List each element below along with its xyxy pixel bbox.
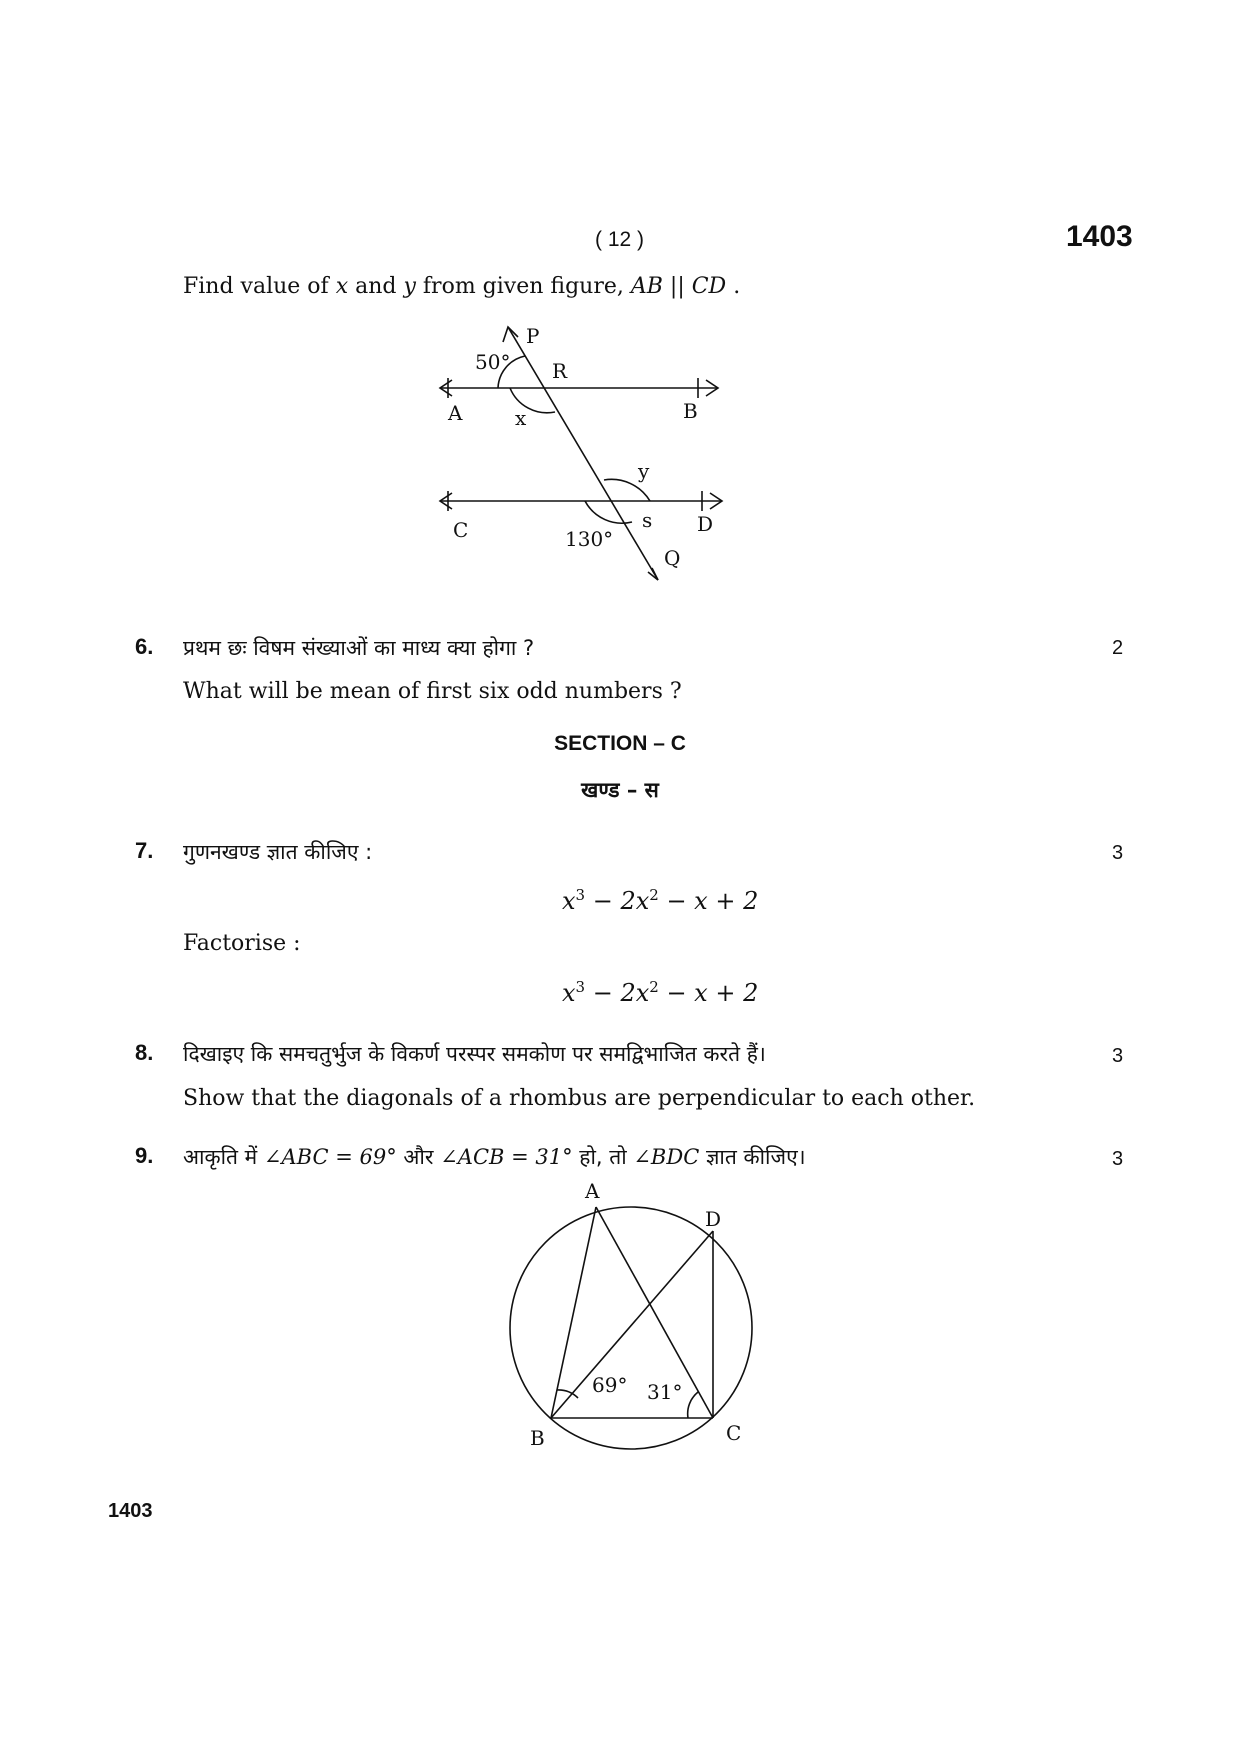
q6-english-text: What will be mean of first six odd numbers ? xyxy=(183,679,682,704)
label-q: Q xyxy=(664,546,681,570)
arc-angle-c xyxy=(688,1392,698,1418)
label-p: P xyxy=(526,324,540,348)
q9-figure-circle xyxy=(0,1170,1240,1470)
q9-text-prefix: आकृति में xyxy=(183,1145,264,1169)
q9-angle-abc: ∠ABC = 69° xyxy=(263,1145,397,1169)
expr-exp: 2 xyxy=(649,978,659,996)
q7-expression-2 xyxy=(562,978,758,1007)
q9-text-and: और xyxy=(396,1145,441,1169)
expr-exp: 2 xyxy=(649,886,659,904)
q5-text-before: Find value of xyxy=(183,274,336,299)
paper-code-top: 1403 xyxy=(1066,220,1133,253)
q7-marks: 3 xyxy=(1112,842,1124,864)
circle xyxy=(510,1207,752,1449)
section-title-english: SECTION – C xyxy=(554,732,686,755)
label-angle-31: 31° xyxy=(647,1380,683,1404)
expr-tail: − x + 2 xyxy=(658,979,759,1007)
q8-marks: 3 xyxy=(1112,1045,1124,1067)
q9-angle-acb: ∠ACB = 31° xyxy=(440,1145,573,1169)
q7-number: 7. xyxy=(135,838,154,863)
label-b: B xyxy=(683,399,698,423)
segment-ba xyxy=(551,1207,596,1418)
label-a: A xyxy=(448,401,463,425)
expr-base: x xyxy=(562,887,576,915)
expr-exp: 3 xyxy=(575,978,586,996)
q8-english-text: Show that the diagonals of a rhombus are perpendicular to each other. xyxy=(183,1086,976,1111)
label-a: A xyxy=(585,1179,600,1203)
q5-and: and xyxy=(348,274,404,299)
arrow-q-icon xyxy=(648,568,658,580)
paper-code-bottom: 1403 xyxy=(108,1500,153,1522)
label-y: y xyxy=(638,459,650,483)
label-c: C xyxy=(453,518,469,542)
arc-130 xyxy=(585,501,632,523)
q9-marks: 3 xyxy=(1112,1148,1124,1170)
label-d: D xyxy=(705,1207,722,1231)
q5-text-end: . xyxy=(726,274,741,299)
page-number: ( 12 ) xyxy=(595,228,645,251)
q8-number: 8. xyxy=(135,1040,154,1065)
label-angle-50: 50° xyxy=(475,350,511,374)
expr-tail: − x + 2 xyxy=(658,887,759,915)
label-x: x xyxy=(515,406,527,430)
label-b: B xyxy=(530,1426,545,1450)
q5-var-y: y xyxy=(403,274,416,299)
q7-english-text: Factorise : xyxy=(183,931,301,956)
q5-figure-parallel-lines xyxy=(0,0,1240,620)
q7-hindi-text: गुणनखण्ड ज्ञात कीजिए : xyxy=(183,840,373,864)
q8-hindi-text: दिखाइए कि समचतुर्भुज के विकर्ण परस्पर समकोण पर समद्विभाजित करते हैं। xyxy=(183,1042,766,1066)
q6-marks: 2 xyxy=(1112,637,1124,659)
q9-number: 9. xyxy=(135,1143,154,1168)
q5-condition: AB || CD xyxy=(630,274,727,299)
q9-text-mid: हो, तो xyxy=(572,1145,634,1169)
label-d: D xyxy=(697,512,714,536)
q5-var-x: x xyxy=(335,274,349,299)
segment-bd xyxy=(551,1231,713,1418)
expr-mid: − 2x xyxy=(585,887,650,915)
label-r: R xyxy=(552,359,568,383)
q5-text-mid: from given figure, xyxy=(415,274,631,299)
expr-base: x xyxy=(562,979,576,1007)
label-angle-69: 69° xyxy=(592,1373,628,1397)
section-title-hindi: खण्ड – स xyxy=(581,778,659,802)
q7-expression-1 xyxy=(562,886,758,915)
label-angle-130: 130° xyxy=(565,527,614,551)
q9-hindi-text xyxy=(183,1143,806,1171)
q6-hindi-text: प्रथम छः विषम संख्याओं का माध्य क्या होगा ? xyxy=(183,636,535,660)
expr-exp: 3 xyxy=(575,886,586,904)
label-s: s xyxy=(642,508,653,532)
q6-number: 6. xyxy=(135,634,154,659)
q9-text-suffix: ज्ञात कीजिए। xyxy=(699,1145,806,1169)
q9-angle-bdc: ∠BDC xyxy=(633,1145,700,1169)
expr-mid: − 2x xyxy=(585,979,650,1007)
label-c: C xyxy=(726,1421,742,1445)
